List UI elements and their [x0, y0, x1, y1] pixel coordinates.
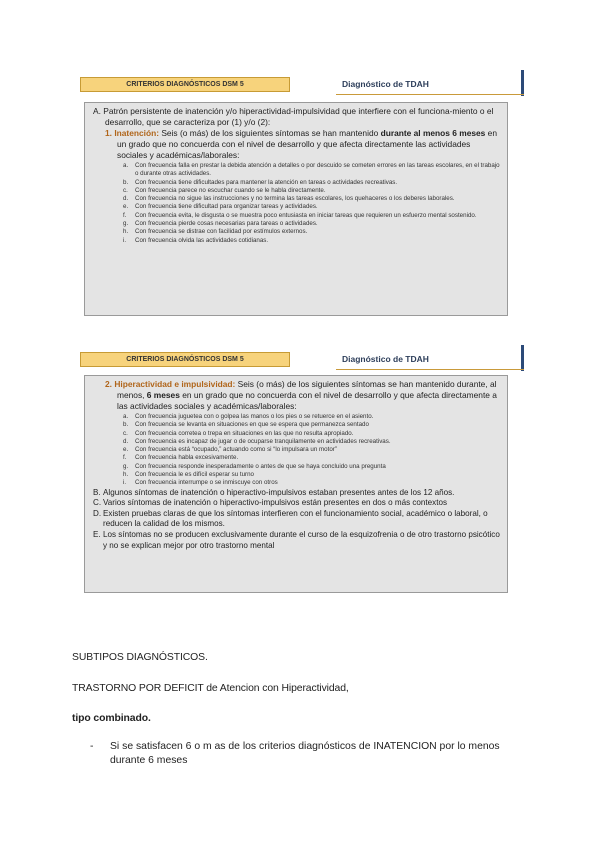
list-item: c. Con frecuencia corretea o trepa en situaciones en las que no resulta apropiado.	[123, 429, 354, 437]
list-item: b. Con frecuencia tiene dificultades para mantener la atención en tareas o actividades recreativas.	[123, 178, 398, 186]
criterion-a: A. Patrón persistente de inatención y/o hiperactividad-impulsividad que interfiere con el funciona-miento o el desarrollo, que se caracteriza por (1) y/o (2):	[93, 106, 494, 127]
subtype-line: TRASTORNO POR DEFICIT de Atencion con Hiperactividad,	[72, 683, 349, 694]
list-item: e. Con frecuencia tiene dificultad para organizar tareas y actividades.	[123, 203, 318, 211]
slide-criteria-hyperactivity	[78, 345, 524, 595]
slide-header	[78, 345, 524, 371]
criteria-box	[84, 375, 508, 593]
list-item: a. Con frecuencia falla en prestar la debida atención a detalles o por descuido se cometen errores en las tareas escolares, en el trabajo o durante otras actividades.	[123, 162, 500, 178]
criteria-badge: CRITERIOS DIAGNÓSTICOS DSM 5	[80, 352, 290, 367]
inattention-symptom-list	[123, 162, 501, 245]
criterion-b: B. Algunos síntomas de inatención o hiperactivo-impulsivos estaban presentes antes de los 12 años.	[93, 487, 455, 497]
slide-criteria-inattention	[78, 70, 524, 322]
list-item: d. Con frecuencia no sigue las instrucciones y no termina las tareas escolares, los quehaceres o los deberes laborales.	[123, 195, 455, 203]
list-item: h. Con frecuencia le es difícil esperar su turno	[123, 471, 254, 479]
title-accent	[521, 345, 524, 371]
list-item: f. Con frecuencia habla excesivamente.	[123, 454, 239, 462]
title-accent	[521, 70, 524, 96]
list-item: f. Con frecuencia evita, le disgusta o se muestra poco entusiasta en iniciar tareas que requieren un esfuerzo mental sostenido.	[123, 211, 477, 219]
criteria-badge: CRITERIOS DIAGNÓSTICOS DSM 5	[80, 77, 290, 92]
list-item: g. Con frecuencia pierde cosas necesarias para tareas o actividades.	[123, 220, 318, 228]
list-item: c. Con frecuencia parece no escuchar cuando se le habla directamente.	[123, 186, 326, 194]
subtype-bold: tipo combinado.	[72, 713, 151, 724]
list-item: a. Con frecuencia juguetea con o golpea las manos o los pies o se retuerce en el asiento.	[123, 413, 374, 420]
list-item: b. Con frecuencia se levanta en situaciones en que se espera que permanezca sentado	[123, 421, 369, 429]
title-underline	[336, 94, 524, 95]
hyperactivity-symptom-list	[123, 413, 501, 488]
list-item: i. Con frecuencia interrumpe o se inmiscuye con otros	[123, 479, 278, 487]
slide-title: Diagnóstico de TDAH	[342, 79, 429, 89]
list-item: i. Con frecuencia olvida las actividades cotidianas.	[123, 236, 269, 244]
bullet-dash: -	[90, 741, 94, 752]
slide-title: Diagnóstico de TDAH	[342, 354, 429, 364]
list-item: h. Con frecuencia se distrae con facilidad por estímulos externos.	[123, 228, 308, 236]
slide-header	[78, 70, 524, 96]
list-item: e. Con frecuencia está “ocupado,” actuando como si “lo impulsara un motor”	[123, 446, 337, 454]
criterion-c: C. Varios síntomas de inatención o hiperactivo-impulsivos están presentes en dos o más contextos	[93, 498, 448, 508]
criterion-e: E. Los síntomas no se producen exclusivamente durante el curso de la esquizofrenia o de otro trastorno psicótico y no se explican mejor por otro trastorno mental	[93, 530, 500, 550]
criteria-box	[84, 102, 508, 316]
inattention-heading: 1. Inatención: Seis (o más) de los siguientes síntomas se han mantenido durante al menos 6 meses en un grado que no concuerda con el nivel de desarrollo y que afecta directamente las actividades sociales y académicas/laborales:	[105, 128, 497, 160]
list-item: d. Con frecuencia es incapaz de jugar o de ocuparse tranquilamente en actividades recreativas.	[123, 437, 391, 445]
slide-title-bar	[336, 345, 524, 371]
slide-title-bar	[336, 70, 524, 96]
hyperactivity-heading: 2. Hiperactividad e impulsividad: Seis (o más) de los siguientes síntomas se han mantenido durante, al menos, 6 meses en un grado que no concuerda con el nivel de desarrollo y que afecta directamente a las actividades sociales y académicas/laborales:	[105, 379, 497, 411]
list-item: g. Con frecuencia responde inesperadamente o antes de que se haya concluido una pregunta	[123, 462, 386, 470]
criterion-d: D. Existen pruebas claras de que los síntomas interfieren con el funcionamiento social, académico o laboral, o reducen la calidad de los mismos.	[93, 508, 488, 529]
bullet-text: Si se satisfacen 6 o m as de los criterios diagnósticos de INATENCION por lo menos durante 6 meses	[110, 741, 500, 766]
title-underline	[336, 369, 524, 370]
subtypes-heading: SUBTIPOS DIAGNÓSTICOS.	[72, 652, 208, 663]
